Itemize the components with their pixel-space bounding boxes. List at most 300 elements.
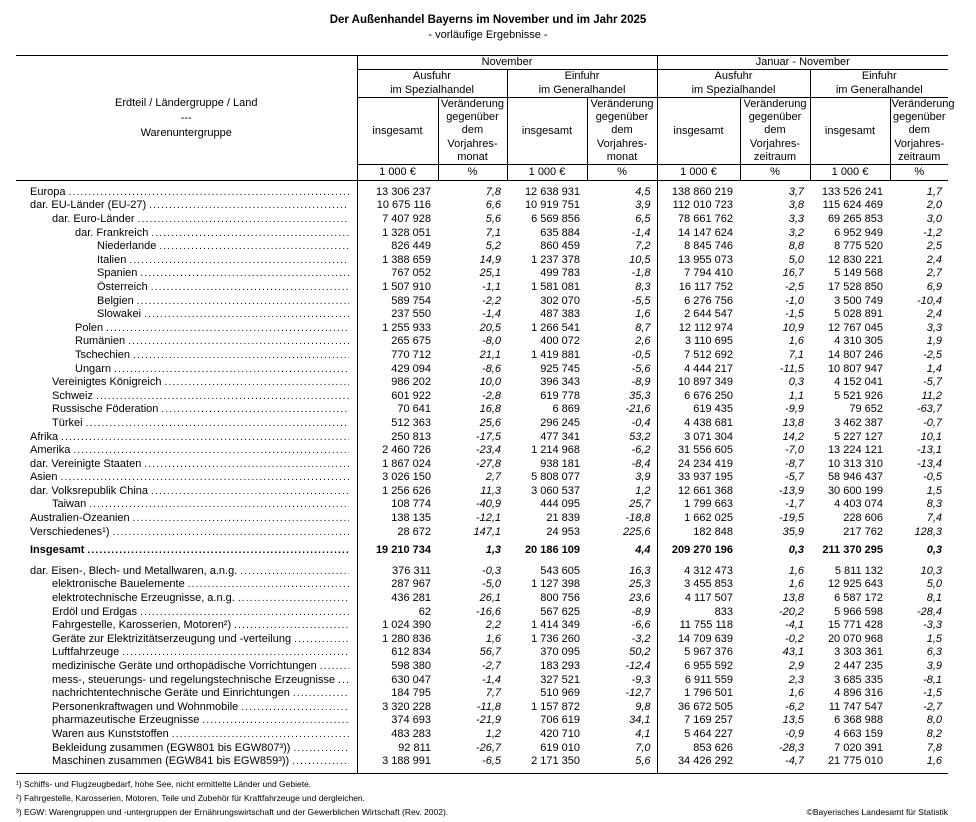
cell-jan-nov-export-change: -0,9 — [785, 727, 804, 740]
table-header — [16, 56, 955, 181]
cell-jan-nov-export-total: 4 312 473 — [657, 565, 740, 579]
row-label: Italien — [97, 253, 127, 266]
cell-nov-import-change: -18,8 — [625, 512, 651, 525]
cell-jan-nov-import-change: -0,5 — [923, 471, 943, 484]
cell-jan-nov-import-total: 4 663 159 — [834, 727, 883, 740]
cell-jan-nov-import-total: 133 526 241 — [821, 185, 883, 198]
cell-nov-import-total: 1 237 378 — [531, 253, 580, 266]
cell-nov-export-total: 436 281 — [357, 592, 438, 606]
cell-jan-nov-export-total: 5 967 376 — [657, 646, 740, 660]
row-label-cell — [16, 512, 357, 526]
cell-nov-import-total: 3 060 537 — [531, 484, 580, 497]
cell-jan-nov-import-change: 8,0 — [926, 714, 943, 727]
cell-jan-nov-import-change: 1,5 — [926, 484, 943, 497]
footnote-3: ³) EGW: Warengruppen und -untergruppen der Ernährungswirtschaft und der Gewerblichen Wirtschaft (Rev. 2002). — [16, 807, 449, 817]
cell-nov-import-change: 4,1 — [635, 727, 651, 740]
measure-header-change-period: Veränderung gegenüber dem Vorjahres- zeitraum — [740, 98, 810, 165]
cell-nov-export-total: 10 675 116 — [357, 199, 438, 213]
cell-nov-export-change: 56,7 — [479, 646, 501, 659]
cell-jan-nov-export-change: 1,6 — [788, 578, 804, 591]
cell-nov-export-total: 429 094 — [357, 362, 438, 376]
row-label-cell — [16, 349, 357, 363]
cell-jan-nov-import-change: 7,4 — [926, 512, 943, 525]
cell-jan-nov-export-total: 5 464 227 — [657, 728, 740, 742]
row-label: Rumänien — [75, 335, 126, 348]
cell-jan-nov-import-total: 10 313 310 — [827, 457, 883, 470]
cell-jan-nov-export-total: 853 626 — [657, 741, 740, 755]
row-label-cell — [16, 498, 357, 512]
row-label: medizinische Geräte und orthopädische Vorrichtungen — [52, 660, 317, 672]
table-row — [16, 565, 948, 579]
row-label: nachrichtentechnische Geräte und Einrichtungen — [52, 687, 290, 700]
cell-jan-nov-import-total: 3 500 749 — [834, 294, 883, 307]
cell-jan-nov-import-change: 3,3 — [926, 321, 943, 334]
table-row — [16, 294, 948, 308]
cell-jan-nov-import-change: -8,1 — [923, 673, 943, 686]
cell-jan-nov-import-change: 1,5 — [926, 632, 943, 645]
cell-nov-export-total: 1 280 836 — [357, 633, 438, 647]
dot-leader — [128, 335, 348, 348]
cell-jan-nov-export-total: 1 796 501 — [657, 687, 740, 701]
cell-jan-nov-export-total: 6 955 592 — [657, 660, 740, 674]
cell-nov-export-change: -6,5 — [482, 755, 501, 768]
cell-nov-import-total: 2 171 350 — [531, 755, 580, 768]
cell-jan-nov-import-total: 5 227 127 — [834, 430, 883, 443]
cell-jan-nov-export-change: 2,9 — [788, 660, 804, 672]
cell-jan-nov-import-total: 4 403 074 — [834, 498, 883, 511]
cell-jan-nov-export-change: -9,9 — [785, 403, 804, 416]
cell-nov-import-total: 800 756 — [540, 592, 580, 605]
dot-leader — [294, 633, 348, 646]
cell-nov-import-total: 619 778 — [540, 389, 580, 402]
table-row — [16, 213, 948, 227]
unit-header-percent: % — [438, 165, 507, 181]
dot-leader — [87, 544, 348, 557]
cell-jan-nov-export-total: 209 270 196 — [657, 544, 740, 558]
cell-nov-export-change: -1,4 — [482, 673, 501, 686]
cell-nov-import-change: -0,4 — [631, 416, 651, 429]
cell-jan-nov-import-total: 6 368 988 — [834, 714, 883, 727]
page-title: Der Außenhandel Bayerns im November und im Jahr 2025 — [329, 14, 647, 26]
row-label: Belgien — [97, 294, 134, 307]
table-row — [16, 578, 948, 592]
row-label-cell — [16, 485, 357, 499]
cell-jan-nov-export-change: 14,2 — [782, 430, 804, 443]
cell-jan-nov-export-change: 1,6 — [788, 335, 804, 348]
cell-nov-import-change: -0,5 — [631, 348, 651, 361]
cell-nov-export-change: -8,0 — [482, 335, 501, 348]
cell-nov-export-change: 21,1 — [479, 348, 501, 361]
row-label: dar. Frankreich — [75, 226, 149, 239]
period-header-november: November — [357, 56, 657, 70]
flow-header-export-jan-nov: Ausfuhr im Spezialhandel — [657, 70, 810, 98]
row-label-cell — [16, 213, 357, 227]
cell-jan-nov-export-total: 13 955 073 — [657, 253, 740, 267]
row-label: Vereinigtes Königreich — [52, 376, 162, 389]
dot-leader — [144, 458, 348, 471]
unit-header-percent: % — [890, 165, 948, 181]
row-label: dar. EU-Länder (EU-27) — [30, 199, 147, 212]
cell-nov-import-change: 8,7 — [635, 321, 651, 334]
cell-jan-nov-import-change: 6,3 — [926, 646, 943, 659]
cell-nov-import-total: 1 214 968 — [531, 444, 580, 457]
cell-nov-export-total: 250 813 — [357, 430, 438, 444]
cell-nov-export-total: 184 795 — [357, 687, 438, 701]
cell-nov-export-total: 1 867 024 — [357, 457, 438, 471]
dot-leader — [89, 498, 348, 511]
table-row — [16, 471, 948, 485]
row-label-cell — [16, 755, 357, 769]
table-row — [16, 498, 948, 512]
cell-nov-export-change: 7,8 — [485, 185, 501, 198]
cell-jan-nov-export-total: 3 110 695 — [657, 335, 740, 349]
cell-jan-nov-import-total: 5 149 568 — [834, 267, 883, 280]
row-header-line1: Erdteil / Ländergruppe / Land — [115, 96, 258, 109]
table-row — [16, 525, 948, 539]
table-row — [16, 417, 948, 431]
row-label: Spanien — [97, 267, 138, 280]
cell-nov-import-total: 183 293 — [540, 660, 580, 672]
cell-nov-export-total: 92 811 — [357, 741, 438, 755]
table-row — [16, 619, 948, 633]
row-label: Türkei — [52, 416, 83, 429]
unit-header-value: 1 000 € — [357, 165, 438, 181]
table-row — [16, 673, 948, 687]
cell-jan-nov-import-change: -28,4 — [916, 605, 943, 618]
row-label-cell — [16, 633, 357, 647]
cell-jan-nov-export-total: 6 276 756 — [657, 294, 740, 308]
cell-nov-export-change: -0,3 — [482, 564, 501, 577]
cell-jan-nov-export-total: 2 644 547 — [657, 308, 740, 322]
cell-nov-export-total: 7 407 928 — [357, 213, 438, 227]
table-row — [16, 485, 948, 499]
cell-nov-import-total: 1 581 081 — [531, 280, 580, 293]
cell-nov-export-total: 19 210 734 — [357, 544, 438, 558]
cell-jan-nov-export-change: 13,8 — [782, 416, 804, 429]
row-label: dar. Euro-Länder — [52, 213, 135, 225]
page-subtitle: - vorläufige Ergebnisse - — [428, 29, 548, 41]
cell-jan-nov-export-total: 112 010 723 — [657, 199, 740, 213]
row-label-cell — [16, 741, 357, 755]
cell-jan-nov-import-change: 3,9 — [926, 660, 943, 672]
cell-nov-import-total: 396 343 — [540, 376, 580, 389]
cell-nov-export-change: -23,4 — [475, 444, 501, 457]
cell-jan-nov-import-change: 10,1 — [920, 430, 943, 443]
dot-leader — [164, 376, 348, 389]
cell-jan-nov-export-change: 2,3 — [788, 673, 804, 686]
cell-jan-nov-export-change: -1,5 — [785, 308, 804, 321]
dot-leader — [96, 390, 349, 403]
row-label: Amerika — [30, 444, 71, 457]
cell-nov-export-total: 1 507 910 — [357, 281, 438, 295]
cell-jan-nov-import-total: 228 606 — [843, 512, 883, 525]
cell-nov-export-change: 1,3 — [485, 544, 501, 557]
table-row — [16, 512, 948, 526]
table-row — [16, 444, 948, 458]
cell-nov-import-change: 1,2 — [635, 484, 651, 497]
cell-jan-nov-export-change: 0,3 — [788, 376, 804, 389]
cell-nov-export-total: 986 202 — [357, 376, 438, 390]
cell-nov-export-total: 1 256 626 — [357, 485, 438, 499]
cell-nov-import-total: 1 736 260 — [531, 632, 580, 645]
cell-jan-nov-import-change: 8,2 — [926, 727, 943, 740]
cell-nov-import-total: 1 419 881 — [531, 348, 580, 361]
dot-leader — [140, 267, 348, 280]
table-row — [16, 267, 948, 281]
row-label: Insgesamt — [30, 544, 85, 557]
cell-jan-nov-import-change: 0,3 — [926, 544, 943, 557]
cell-nov-export-total: 237 550 — [357, 308, 438, 322]
row-label-cell — [16, 565, 357, 579]
row-header-line2: --- — [180, 111, 192, 124]
cell-nov-import-change: 225,6 — [622, 525, 651, 538]
cell-jan-nov-export-change: -2,5 — [785, 280, 804, 293]
cell-jan-nov-export-total: 34 426 292 — [657, 755, 740, 769]
table-row — [16, 592, 948, 606]
row-label-cell — [16, 253, 357, 267]
dot-leader — [151, 485, 348, 498]
cell-jan-nov-export-change: -5,7 — [785, 471, 804, 484]
dot-leader — [86, 417, 349, 430]
dot-leader — [320, 660, 349, 673]
cell-jan-nov-export-change: 43,1 — [782, 646, 804, 659]
cell-nov-import-total: 1 127 398 — [531, 578, 580, 591]
footnote-1: ¹) Schiffs- und Flugzeugbedarf, hohe See, nicht ermittelte Länder und Gebiete. — [16, 779, 312, 789]
dot-leader — [73, 444, 348, 457]
cell-jan-nov-export-change: -28,3 — [778, 741, 804, 754]
cell-nov-import-total: 5 808 077 — [531, 471, 580, 484]
row-label-cell — [16, 444, 357, 458]
cell-nov-export-change: 1,6 — [485, 632, 501, 645]
dot-leader — [114, 363, 348, 376]
cell-jan-nov-import-total: 5 028 891 — [834, 308, 883, 321]
cell-nov-import-change: -12,4 — [625, 660, 651, 672]
cell-nov-import-change: 8,3 — [635, 280, 651, 293]
cell-nov-export-change: 25,1 — [479, 267, 501, 280]
row-label: mess-, steuerungs- und regelungstechnische Erzeugnisse — [52, 673, 336, 686]
cell-nov-import-change: -8,9 — [631, 605, 651, 618]
cell-jan-nov-export-change: -11,5 — [779, 362, 804, 375]
row-label-cell — [16, 240, 357, 254]
row-label-cell — [16, 430, 357, 444]
row-label-cell — [16, 728, 357, 742]
row-label: Polen — [75, 321, 104, 334]
cell-nov-import-change: -8,4 — [631, 457, 651, 470]
measure-header-total: insgesamt — [357, 98, 438, 165]
cell-nov-export-change: 11,3 — [480, 484, 501, 497]
cell-nov-import-change: 34,1 — [629, 714, 651, 727]
cell-jan-nov-import-total: 3 462 387 — [834, 416, 883, 429]
cell-nov-export-total: 3 188 991 — [357, 755, 438, 769]
cell-nov-import-change: -21,6 — [625, 403, 651, 416]
cell-nov-export-total: 3 026 150 — [357, 471, 438, 485]
table-row — [16, 741, 948, 755]
cell-jan-nov-export-change: 13,8 — [782, 592, 804, 605]
table-row — [16, 544, 948, 558]
dot-leader — [188, 578, 349, 591]
cell-jan-nov-export-total: 1 662 025 — [657, 512, 740, 526]
cell-jan-nov-export-change: 13,5 — [782, 714, 804, 727]
cell-jan-nov-import-total: 15 771 428 — [827, 619, 883, 632]
cell-jan-nov-import-change: -3,3 — [923, 619, 943, 632]
dot-leader — [161, 403, 348, 416]
dot-leader — [172, 728, 349, 741]
cell-jan-nov-import-change: 3,0 — [926, 213, 943, 225]
cell-nov-import-change: -6,2 — [631, 444, 651, 457]
cell-nov-export-change: 1,2 — [485, 727, 501, 740]
row-label-cell — [16, 226, 357, 240]
row-label-cell — [16, 687, 357, 701]
dot-leader — [293, 687, 349, 700]
cell-jan-nov-import-total: 3 303 361 — [834, 646, 883, 659]
cell-nov-export-total: 598 380 — [357, 660, 438, 674]
cell-jan-nov-import-change: 2,4 — [926, 308, 943, 321]
table-row — [16, 240, 948, 254]
flow-header-import-jan-nov: Einfuhr im Generalhandel — [810, 70, 948, 98]
cell-jan-nov-export-change: 1,6 — [788, 687, 804, 700]
row-label-cell — [16, 403, 357, 417]
cell-nov-export-change: 2,7 — [485, 471, 501, 484]
footnote-2: ²) Fahrgestelle, Karosserien, Motoren, Teile und Zubehör für Kraftfahrzeuge und dergleichen. — [16, 793, 366, 803]
table-row — [16, 226, 948, 240]
cell-nov-export-total: 483 283 — [357, 728, 438, 742]
cell-nov-export-total: 767 052 — [357, 267, 438, 281]
table-row — [16, 376, 948, 390]
table-row — [16, 687, 948, 701]
cell-jan-nov-import-total: 3 685 335 — [834, 673, 883, 686]
dot-leader — [159, 240, 348, 253]
cell-nov-export-total: 13 306 237 — [357, 186, 438, 200]
cell-jan-nov-import-change: 5,0 — [926, 578, 943, 591]
cell-jan-nov-export-total: 7 794 410 — [657, 267, 740, 281]
cell-nov-export-change: 25,6 — [479, 416, 501, 429]
cell-jan-nov-import-change: -2,7 — [923, 700, 943, 713]
cell-nov-export-total: 512 363 — [357, 417, 438, 431]
cell-jan-nov-import-total: 4 310 305 — [834, 335, 883, 348]
cell-jan-nov-import-total: 4 896 316 — [834, 687, 883, 700]
cell-nov-import-change: 4,5 — [635, 185, 651, 198]
row-label: elektronische Bauelemente — [52, 578, 185, 591]
cell-nov-export-total: 2 460 726 — [357, 444, 438, 458]
cell-jan-nov-export-total: 3 071 304 — [657, 430, 740, 444]
cell-nov-export-change: 2,2 — [485, 619, 501, 632]
measure-header-total: insgesamt — [810, 98, 890, 165]
dot-leader — [151, 227, 348, 240]
cell-jan-nov-export-change: 3,3 — [788, 213, 804, 225]
cell-nov-export-total: 601 922 — [357, 389, 438, 403]
row-label: Slowakei — [97, 308, 142, 321]
cell-nov-export-change: 16,8 — [479, 403, 501, 416]
cell-jan-nov-export-total: 8 845 746 — [657, 240, 740, 254]
cell-nov-export-total: 265 675 — [357, 335, 438, 349]
cell-nov-export-change: 10,0 — [479, 376, 501, 389]
row-header-line3: Warenuntergruppe — [140, 126, 232, 139]
row-label: Verschiedenes¹) — [30, 525, 110, 538]
cell-jan-nov-import-total: 11 747 547 — [828, 700, 883, 713]
cell-jan-nov-export-total: 138 860 219 — [657, 186, 740, 200]
cell-jan-nov-import-total: 6 587 172 — [834, 592, 883, 605]
cell-nov-export-total: 62 — [357, 605, 438, 619]
cell-nov-import-change: -9,3 — [631, 673, 651, 686]
cell-jan-nov-export-total: 14 709 639 — [657, 633, 740, 647]
cell-nov-import-change: 23,6 — [629, 592, 651, 605]
cell-nov-export-total: 70 641 — [357, 403, 438, 417]
cell-nov-import-total: 499 783 — [540, 267, 580, 280]
cell-nov-import-change: -1,8 — [631, 267, 651, 280]
row-label: Österreich — [97, 280, 148, 293]
row-label: Asien — [30, 471, 58, 484]
row-label: Erdöl und Erdgas — [52, 605, 137, 618]
row-label-cell — [16, 308, 357, 322]
cell-nov-import-total: 938 181 — [540, 457, 580, 470]
row-label: Niederlande — [97, 240, 157, 253]
cell-nov-export-total: 1 388 659 — [357, 253, 438, 267]
measure-header-change-month: Veränderung gegenüber dem Vorjahres- monat — [438, 98, 507, 165]
cell-jan-nov-import-total: 69 265 853 — [827, 213, 883, 225]
cell-jan-nov-export-total: 11 755 118 — [657, 619, 740, 633]
period-header-jan-nov: Januar - November — [657, 56, 948, 70]
cell-jan-nov-export-change: -7,0 — [785, 444, 804, 457]
cell-jan-nov-export-change: 10,9 — [782, 321, 804, 334]
cell-jan-nov-export-change: -8,7 — [785, 457, 804, 470]
row-label-cell — [16, 186, 357, 200]
table-row — [16, 755, 948, 769]
cell-nov-import-change: 2,6 — [635, 335, 651, 348]
cell-nov-import-total: 6 569 856 — [531, 213, 580, 225]
dot-leader — [202, 714, 348, 727]
dot-leader — [149, 199, 348, 212]
cell-nov-export-change: 5,2 — [485, 240, 501, 253]
row-label: Waren aus Kunststoffen — [52, 727, 169, 740]
cell-nov-import-change: 7,0 — [635, 741, 651, 754]
cell-jan-nov-import-total: 217 762 — [843, 525, 883, 538]
cell-nov-import-change: -3,2 — [631, 632, 651, 645]
cell-nov-import-total: 24 953 — [546, 525, 580, 538]
row-label: Australien-Ozeanien — [30, 512, 130, 525]
cell-nov-import-change: 35,3 — [629, 389, 651, 402]
table-row — [16, 335, 948, 349]
cell-jan-nov-import-total: 5 811 132 — [834, 564, 883, 577]
cell-jan-nov-import-change: 2,0 — [926, 199, 943, 212]
cell-nov-export-change: 147,1 — [473, 525, 501, 538]
footnote-rule — [16, 773, 56, 774]
row-label: Ungarn — [75, 362, 112, 375]
row-label: Personenkraftwagen und Wohnmobile — [52, 700, 239, 713]
cell-nov-import-change: 50,2 — [629, 646, 651, 659]
row-label-cell — [16, 389, 357, 403]
cell-nov-export-total: 612 834 — [357, 646, 438, 660]
cell-jan-nov-import-total: 115 624 469 — [822, 199, 883, 212]
cell-nov-import-total: 635 884 — [540, 226, 580, 239]
cell-jan-nov-export-change: 35,9 — [782, 525, 804, 538]
row-label-cell — [16, 471, 357, 485]
dot-leader — [241, 701, 348, 714]
cell-jan-nov-import-change: -5,7 — [923, 376, 943, 389]
row-label-cell — [16, 417, 357, 431]
row-label: dar. Eisen-, Blech- und Metallwaren, a.n.g. — [30, 564, 238, 577]
cell-nov-export-change: 7,7 — [485, 687, 501, 700]
dot-leader — [144, 308, 348, 321]
cell-nov-export-change: -40,9 — [475, 498, 501, 511]
cell-nov-import-total: 296 245 — [540, 416, 580, 429]
cell-nov-import-total: 444 095 — [540, 498, 580, 511]
cell-jan-nov-import-change: 1,4 — [926, 362, 943, 375]
row-label-cell — [16, 619, 357, 633]
cell-jan-nov-export-change: -6,2 — [785, 700, 804, 713]
cell-jan-nov-export-total: 7 512 692 — [657, 349, 740, 363]
row-label-cell — [16, 199, 357, 213]
dot-leader — [238, 592, 349, 605]
